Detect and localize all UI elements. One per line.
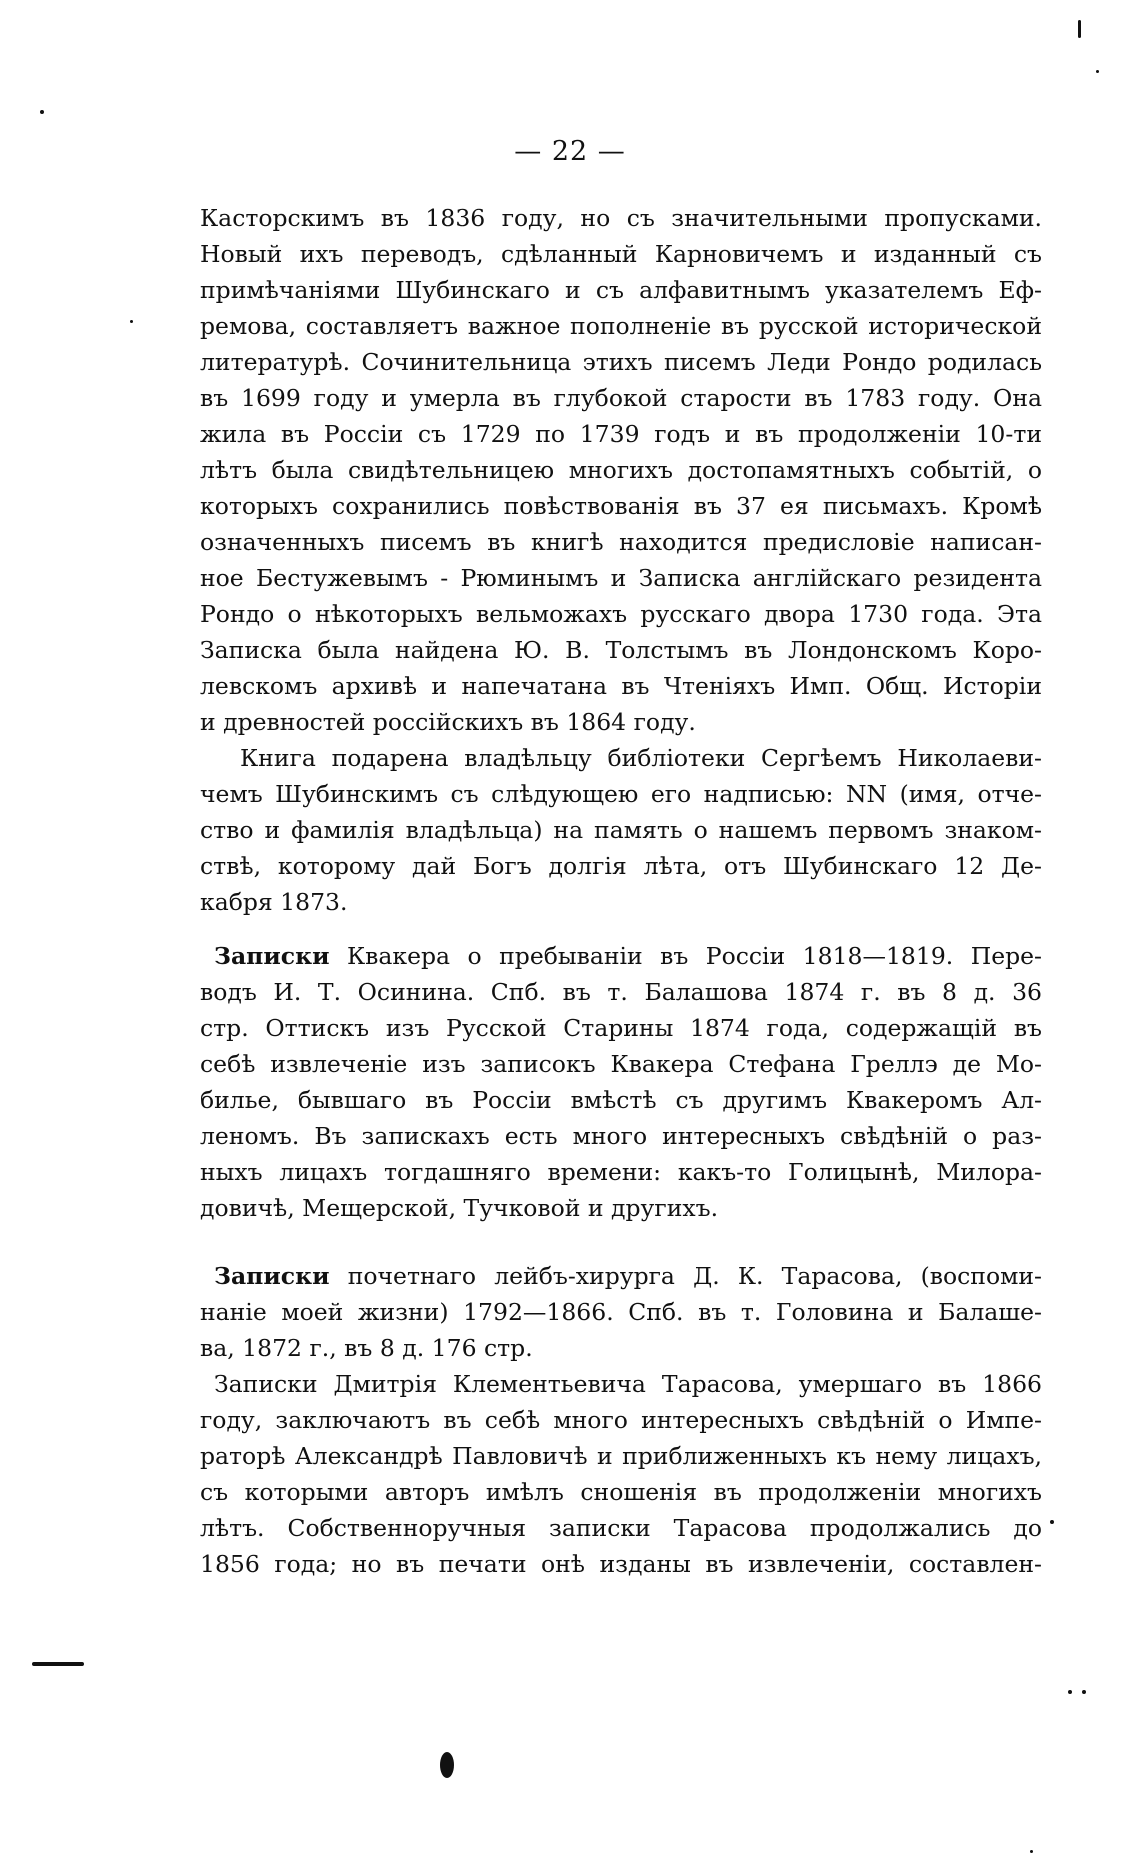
text-line: себѣ извлеченіе изъ записокъ Квакера Стефана Греллэ де Мо- (200, 1050, 1042, 1078)
text-line: наніе моей жизни) 1792—1866. Спб. въ т. Головина и Балаше- (200, 1298, 1042, 1326)
paragraph-lady-rondo (200, 200, 1042, 920)
text-line: жила въ Россіи съ 1729 по 1739 годъ и въ продолженіи 10-ти (200, 420, 1042, 448)
text-line: чемъ Шубинскимъ съ слѣдующею его надписью: NN (имя, отче- (200, 780, 1042, 808)
text-line: водъ И. Т. Осинина. Спб. въ т. Балашова 1874 г. въ 8 д. 36 (200, 978, 1042, 1006)
text-line: лѣтъ. Собственноручныя записки Тарасова продолжались до (200, 1514, 1042, 1542)
scan-speck (1068, 1690, 1072, 1694)
text-line: ствѣ, которому дай Богъ долгія лѣта, отъ Шубинскаго 12 Де- (200, 852, 1042, 880)
entry-first-line (200, 938, 1042, 974)
text-line: литературѣ. Сочинительница этихъ писемъ Леди Рондо родилась (200, 348, 1042, 376)
entry-first-line (200, 1258, 1042, 1294)
entry-first-line-rest: Квакера о пребываніи въ Россіи 1818—1819. Пере- (346, 942, 1042, 970)
scan-speck (40, 110, 44, 114)
text-line: Книга подарена владѣльцу библіотеки Сергѣемъ Николаеви- (240, 744, 1042, 772)
text-line: довичѣ, Мещерской, Тучковой и другихъ. (200, 1194, 719, 1222)
entry-quaker-notes (200, 938, 1042, 1226)
text-line: Рондо о нѣкоторыхъ вельможахъ русскаго двора 1730 года. Эта (200, 600, 1042, 628)
text-line: примѣчаніями Шубинскаго и съ алфавитнымъ указателемъ Еф- (200, 276, 1042, 304)
scan-mark-dot (440, 1752, 454, 1778)
text-line: 1856 года; но въ печати онѣ изданы въ извлеченіи, составлен- (200, 1550, 1042, 1578)
text-line: которыхъ сохранились повѣствованія въ 37 ея письмахъ. Кромѣ (200, 492, 1042, 520)
text-line: левскомъ архивѣ и напечатана въ Чтеніяхъ Имп. Общ. Исторіи (200, 672, 1042, 700)
scan-speck (1082, 1690, 1086, 1694)
text-line: ное Бестужевымъ - Рюминымъ и Записка англійскаго резидента (200, 564, 1042, 592)
text-line: стр. Оттискъ изъ Русской Старины 1874 года, содержащій въ (200, 1014, 1042, 1042)
text-line: году, заключаютъ въ себѣ много интересныхъ свѣдѣній о Импе- (200, 1406, 1042, 1434)
text-line: леномъ. Въ запискахъ есть много интересныхъ свѣдѣній о раз- (200, 1122, 1042, 1150)
text-line: въ 1699 году и умерла въ глубокой старости въ 1783 году. Она (200, 384, 1042, 412)
entry-lead-word: Записки (214, 942, 330, 970)
text-line: Касторскимъ въ 1836 году, но съ значительными пропусками. (200, 204, 1042, 232)
scan-speck (1050, 1520, 1054, 1524)
text-line: билье, бывшаго въ Россіи вмѣстѣ съ другимъ Квакеромъ Ал- (200, 1086, 1042, 1114)
scan-speck (1078, 20, 1081, 38)
entry-lead-word: Записки (214, 1262, 330, 1290)
paragraph-tarasov-description (200, 1366, 1042, 1582)
text-line: лѣтъ была свидѣтельницею многихъ достопамятныхъ событій, о (200, 456, 1042, 484)
scan-speck (130, 320, 133, 323)
text-line: съ которыми авторъ имѣлъ сношенія въ продолженіи многихъ (200, 1478, 1042, 1506)
text-line: ва, 1872 г., въ 8 д. 176 стр. (200, 1334, 533, 1362)
text-line: Записки Дмитрія Клементьевича Тарасова, умершаго въ 1866 (214, 1370, 1042, 1398)
text-line: кабря 1873. (200, 888, 348, 916)
scan-speck (1096, 70, 1099, 73)
text-line: ство и фамилія владѣльца) на память о нашемъ первомъ знаком- (200, 816, 1042, 844)
text-line: и древностей россійскихъ въ 1864 году. (200, 708, 696, 736)
text-line: Новый ихъ переводъ, сдѣланный Карновичемъ и изданный съ (200, 240, 1042, 268)
text-line: Записка была найдена Ю. В. Толстымъ въ Лондонскомъ Коро- (200, 636, 1042, 664)
text-line: означенныхъ писемъ въ книгѣ находится предисловіе написан- (200, 528, 1042, 556)
page-number: — 22 — (514, 136, 626, 167)
entry-first-line-rest: почетнаго лейбъ-хирурга Д. К. Тарасова, (воспоми- (347, 1262, 1042, 1290)
scan-mark-dash (32, 1662, 84, 1666)
text-line: раторѣ Александрѣ Павловичѣ и приближенныхъ къ нему лицахъ, (200, 1442, 1042, 1470)
entry-tarasov-notes (200, 1258, 1042, 1366)
text-line: ныхъ лицахъ тогдашняго времени: какъ-то Голицынѣ, Милора- (200, 1158, 1042, 1186)
text-line: ремова, составляетъ важное пополненіе въ русской исторической (200, 312, 1042, 340)
